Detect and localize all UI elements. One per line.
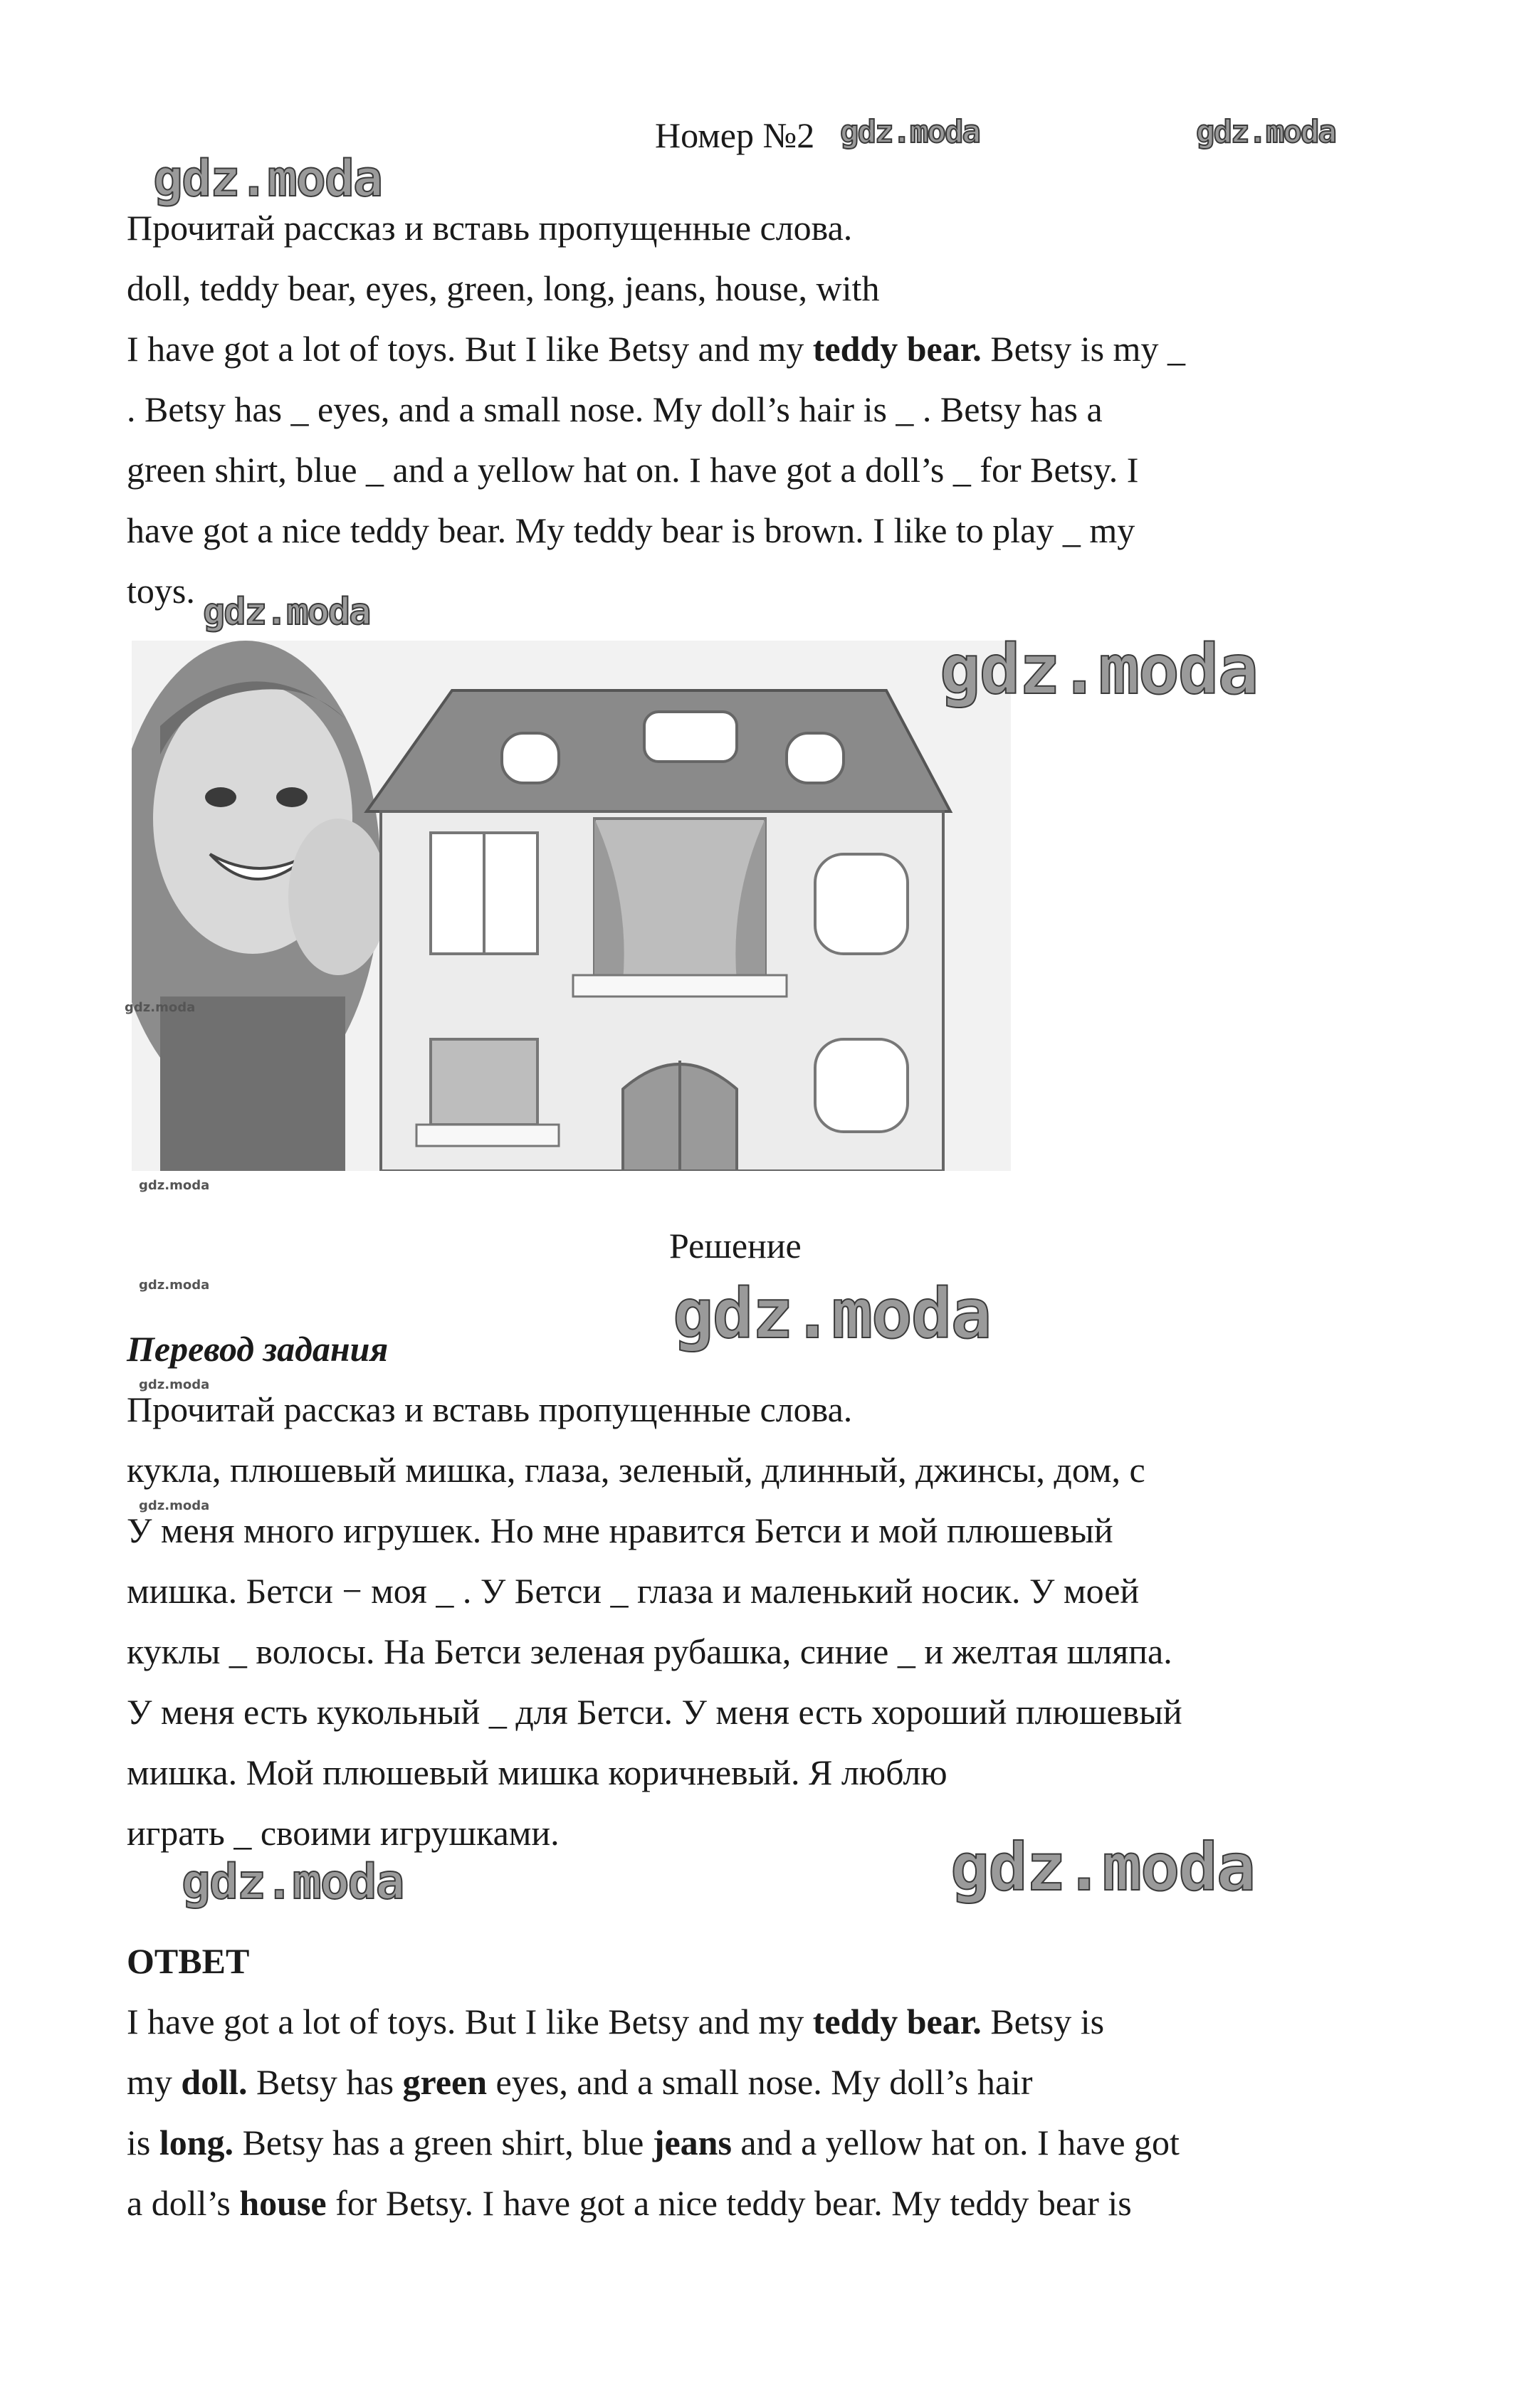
task-line-2: . Betsy has _ eyes, and a small nose. My doll’s hair is _ . Betsy has a <box>127 389 1103 429</box>
watermark: gdz.moda <box>940 630 1258 710</box>
translation-line-5: мишка. Мой плюшевый мишка коричневый. Я люблю <box>127 1752 948 1792</box>
translation-line-6: играть _ своими игрушками. <box>127 1813 560 1853</box>
translation-word-bank: кукла, плюшевый мишка, глаза, зеленый, длинный, джинсы, дом, с <box>127 1450 1145 1490</box>
watermark-small: gdz.moda <box>139 1278 210 1293</box>
task-line-1: I have got a lot of toys. But I like Betsy and my teddy bear. Betsy is my _ <box>127 329 1185 369</box>
watermark: gdz.moda <box>203 591 370 633</box>
watermark: gdz.moda <box>182 1854 404 1910</box>
translation-line-1: У меня много игрушек. Но мне нравится Бетси и мой плюшевый <box>127 1510 1113 1550</box>
task-line-4: have got a nice teddy bear. My teddy bear is brown. I like to play _ my <box>127 510 1135 550</box>
page-title: Номер №2 <box>655 115 815 155</box>
translation-line-2: мишка. Бетси − моя _ . У Бетси _ глаза и маленький носик. У моей <box>127 1571 1140 1611</box>
task-word-bank: doll, teddy bear, eyes, green, long, jeans, house, with <box>127 268 880 308</box>
watermark-small: gdz.moda <box>139 1377 210 1392</box>
watermark: gdz.moda <box>840 114 980 150</box>
answer-line-2: my doll. Betsy has green eyes, and a small nose. My doll’s hair <box>127 2062 1033 2102</box>
answer-line-1: I have got a lot of toys. But I like Betsy and my teddy bear. Betsy is <box>127 2002 1105 2041</box>
answer-heading: ОТВЕТ <box>127 1941 250 1981</box>
task-line-5: toys. <box>127 571 195 611</box>
watermark: gdz.moda <box>950 1829 1255 1905</box>
watermark-small: gdz.moda <box>139 1498 210 1513</box>
watermark: gdz.moda <box>673 1274 991 1354</box>
translation-line-3: куклы _ волосы. На Бетси зеленая рубашка, синие _ и желтая шляпа. <box>127 1631 1172 1671</box>
task-instruction: Прочитай рассказ и вставь пропущенные слова. <box>127 208 853 248</box>
girl-with-dollhouse-image <box>132 641 1011 1171</box>
solution-label: Решение <box>669 1226 802 1266</box>
watermark-small: gdz.moda <box>125 1000 196 1015</box>
translation-line-4: У меня есть кукольный _ для Бетси. У меня есть хороший плюшевый <box>127 1692 1182 1732</box>
translation-instruction: Прочитай рассказ и вставь пропущенные слова. <box>127 1389 853 1429</box>
answer-line-4: a doll’s house for Betsy. I have got a nice teddy bear. My teddy bear is <box>127 2183 1132 2223</box>
watermark: gdz.moda <box>1196 114 1335 150</box>
answer-line-3: is long. Betsy has a green shirt, blue jeans and a yellow hat on. I have got <box>127 2123 1180 2162</box>
task-line-3: green shirt, blue _ and a yellow hat on. I have got a doll’s _ for Betsy. I <box>127 450 1139 490</box>
watermark: gdz.moda <box>153 149 382 208</box>
translation-heading: Перевод задания <box>127 1329 389 1369</box>
watermark-small: gdz.moda <box>139 1178 210 1193</box>
dollhouse-illustration <box>132 641 1011 1171</box>
